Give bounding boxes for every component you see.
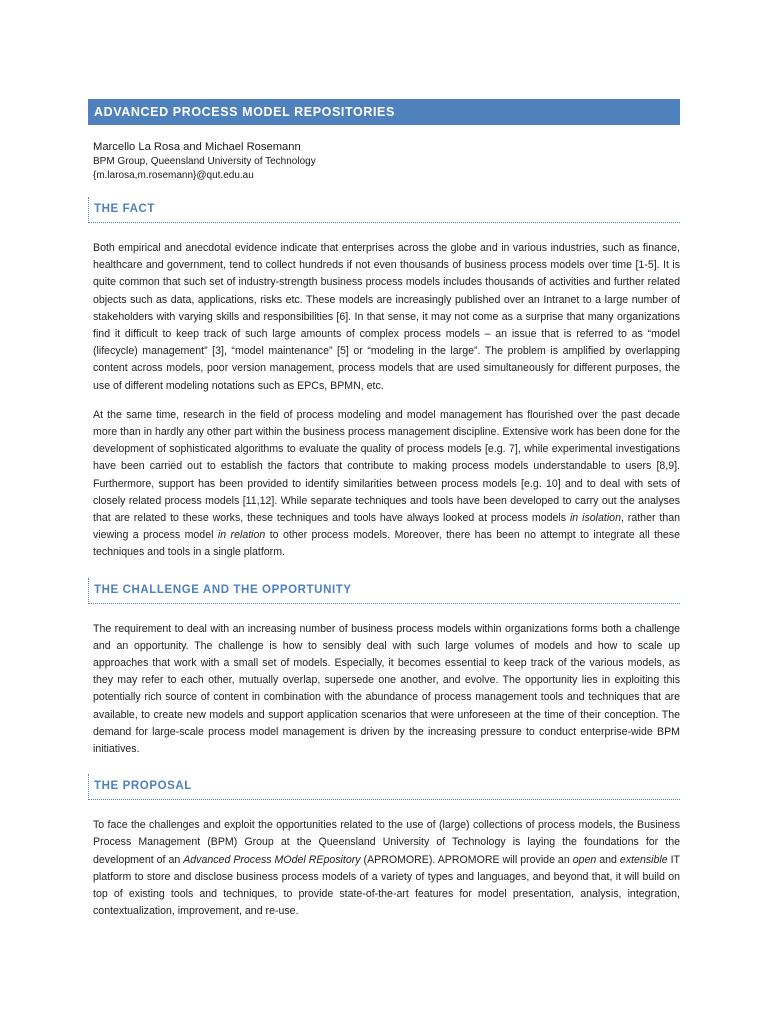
fact-paragraph-2	[93, 407, 680, 562]
emphasis-text: open	[572, 853, 597, 866]
author-names: Marcello La Rosa and Michael Rosemann	[93, 141, 301, 153]
text-run: (APROMORE). APROMORE will provide an	[360, 853, 573, 866]
author-block	[88, 140, 680, 182]
text-run: , rather than viewing a process model	[93, 512, 680, 542]
section-heading-challenge: THE CHALLENGE AND THE OPPORTUNITY	[88, 578, 680, 604]
text-run: IT platform to store and disclose business process models of a variety of types and languages, and beyond that, it will build on top of existing tools and techniques, to provide state-of-the-art features for model presentation, analysis, integration, contextualization, improvement, and re-use.	[93, 853, 681, 918]
document-page	[88, 99, 680, 921]
text-run: and	[596, 853, 620, 866]
section-heading-fact: THE FACT	[88, 197, 680, 223]
section-heading-proposal: THE PROPOSAL	[88, 774, 680, 800]
text-run: At the same time, research in the field of process modeling and model management has flourished over the past decade more than in hardly any other part within the business process management discipline. Extensive work has been done for the development of sophisticated algorithms to evaluate the quality of process models [e.g. 7], while experimental investigations have been carried out to establish the factors that contribute to making process models understandable to users [8,9]. Furthermore, support has been provided to identify similarities between process models [e.g. 10] and to deal with sets of closely related process models [11,12]. While separate techniques and tools have been developed to carry out the analyses that are related to these works, these techniques and tools have always looked at process models	[93, 408, 680, 525]
emphasis-text: extensible	[619, 853, 668, 866]
emphasis-text: Advanced Process MOdel REpository	[183, 853, 361, 866]
proposal-paragraph-1	[93, 817, 680, 920]
text-run: To face the challenges and exploit the opportunities related to the use of (large) collections of process models, the Business Process Management (BPM) Group at the Queensland University of Technology is laying the foundations for the development of an	[93, 819, 680, 866]
emphasis-text: in isolation	[569, 512, 621, 525]
fact-paragraph-1: Both empirical and anecdotal evidence indicate that enterprises across the globe and in various industries, such as finance, healthcare and government, tend to collect hundreds if not even thousands of business process models over time [1-5]. It is quite common that such set of industry-strength business process models includes thousands of activities and further related objects such as data, applications, risks etc. These models are increasingly published over an Intranet to a large number of stakeholders with varying skills and responsibilities [6]. In that sense, it may not come as a surprise that many organizations find it difficult to keep track of such large amounts of complex process models – an issue that is referred to as “model (lifecycle) management” [3], “model maintenance” [5] or “modeling in the large”. The problem is amplified by overlapping content across models, poor version management, process models that are used simultaneously for different purposes, the use of different modeling notations such as EPCs, BPMN, etc.	[93, 242, 680, 392]
document-title: ADVANCED PROCESS MODEL REPOSITORIES	[88, 99, 680, 125]
text-run: to other process models. Moreover, there has been no attempt to integrate all these techniques and tools in a single platform.	[93, 529, 680, 559]
challenge-paragraph-1: The requirement to deal with an increasing number of business process models within organizations forms both a challenge and an opportunity. The challenge is how to sensibly deal with such large volumes of models and how to scale up approaches that work with a small set of models. Especially, it becomes essential to keep track of the various models, as they may refer to each other, mutually overlap, supersede one another, and evolve. The opportunity lies in exploiting this potentially rich source of content in combination with the abundance of process management tools and techniques that are available, to create new models and support application scenarios that were unforeseen at the time of their conception. The demand for large-scale process model management is driven by the increasing pressure to conduct enterprise-wide BPM initiatives.	[93, 622, 680, 756]
emphasis-text: in relation	[217, 529, 266, 542]
author-affiliation: BPM Group, Queensland University of Technology	[93, 156, 316, 167]
author-email: {m.larosa,m.rosemann}@qut.edu.au	[93, 169, 254, 181]
